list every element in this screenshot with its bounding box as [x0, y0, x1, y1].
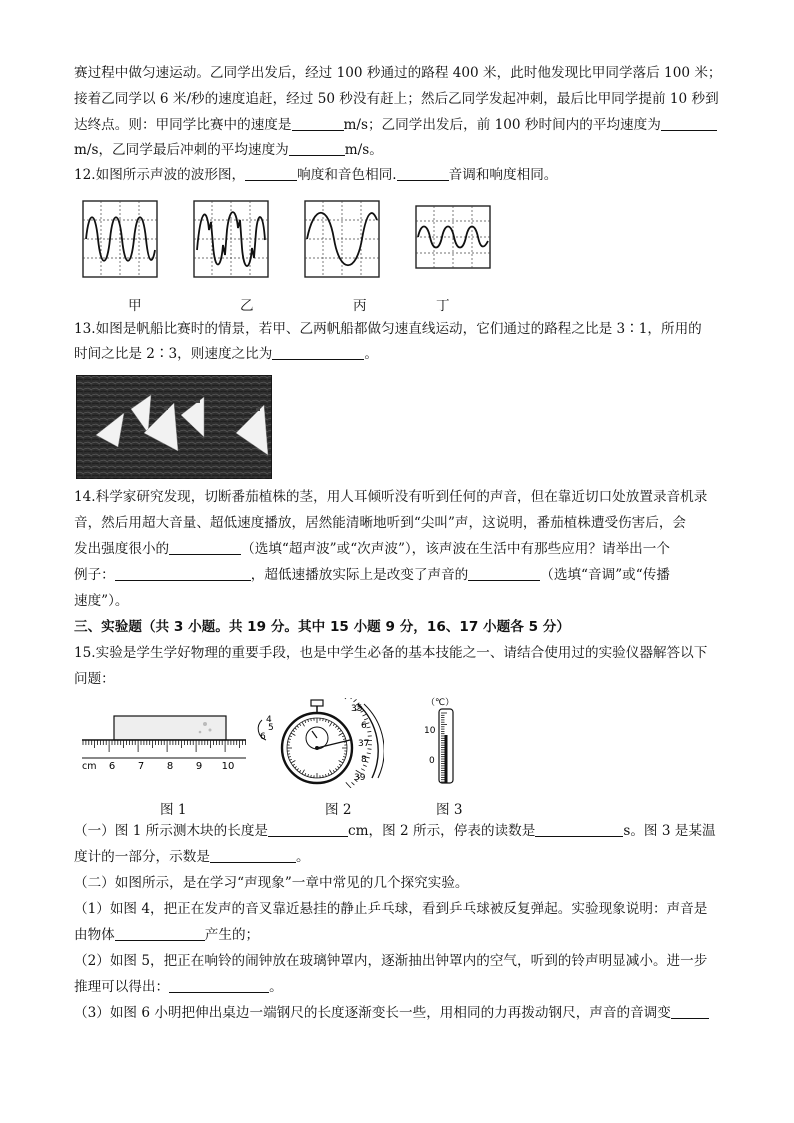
- answer-blank[interactable]: [272, 345, 364, 360]
- answer-blank[interactable]: [661, 116, 717, 131]
- answer-blank[interactable]: [169, 540, 241, 555]
- scale-tick: [291, 733, 295, 736]
- figure-3-thermometer: [420, 695, 470, 785]
- q14-line-2: 音，然后用超大音量、超低速度播放，居然能清晰地听到“尖叫”声，这说明，番茄植株遭受伤害后，会: [74, 515, 687, 531]
- answer-blank[interactable]: [115, 566, 251, 581]
- thermo-tick-label: 10: [424, 726, 436, 736]
- scale-tick: [297, 768, 299, 770]
- scale-tick: [363, 714, 367, 716]
- scale-tick: [311, 775, 312, 777]
- scale-tick: [339, 730, 341, 731]
- q14-line-3: 发出强度很小的 （选填“超声波”或“次声波”），该声波在生活中有那些应用？请举出一个: [74, 541, 670, 557]
- answer-blank[interactable]: [115, 926, 205, 941]
- scale-tick: [297, 726, 299, 728]
- scale-tick: [367, 727, 371, 728]
- scale-tick: [361, 769, 365, 771]
- scale-tick: [295, 766, 297, 768]
- watch-inner-label: 5: [268, 723, 274, 733]
- scale-tick: [308, 719, 309, 721]
- scale-tick: [351, 698, 354, 699]
- watch-outer-label: 35: [351, 704, 363, 714]
- watch-inner-label: 6: [260, 732, 266, 742]
- q15-p4-line-2: 推理可以得出： 。: [74, 979, 283, 995]
- scale-tick: [337, 728, 339, 730]
- scale-tick: [305, 721, 306, 723]
- scale-tick: [339, 761, 343, 764]
- answer-blank[interactable]: [289, 141, 345, 156]
- ruler-tick-label: 10: [221, 761, 235, 772]
- scale-tick: [291, 761, 295, 764]
- waveform-label: 甲: [128, 298, 142, 314]
- scale-tick: [337, 766, 339, 768]
- scale-tick: [311, 719, 312, 721]
- watch-outer-label: 6: [361, 721, 367, 731]
- scale-tick: [295, 728, 297, 730]
- q12-line-1: 12.如图所示声波的波形图， 响度和音色相同. 音调和响度相同。: [74, 167, 558, 183]
- scale-tick: [354, 699, 357, 702]
- scale-tick: [335, 768, 337, 770]
- q15-p1-line-1: （一）图 1 所示测木块的长度是 cm，图 2 所示，停表的读数是 s。图 3 是某温: [74, 823, 716, 839]
- scale-tick: [302, 722, 305, 726]
- figure-2-caption: 图 2: [325, 802, 352, 818]
- q15-p2: （二）如图所示，是在学习“声现象”一章中常见的几个探究实验。: [74, 875, 469, 891]
- waveform-bing: [304, 200, 380, 278]
- scale-tick: [299, 770, 300, 772]
- scale-tick: [305, 773, 306, 775]
- section-3-heading: 三、实验题（共 3 小题。共 19 分。其中 15 小题 9 分，16、17 小题各 5 分）: [74, 619, 570, 635]
- scale-tick: [333, 770, 334, 772]
- scale-tick: [330, 722, 333, 726]
- q11-line-4: m/s，乙同学最后冲刺的平均速度为 m/s。: [74, 142, 383, 158]
- q13-line-1: 13.如图是帆船比赛时的情景，若甲、乙两帆船都做匀速直线运动，它们通过的路程之比是 3∶1，所用的: [74, 321, 702, 337]
- scale-tick: [330, 770, 333, 774]
- scale-tick: [333, 724, 334, 726]
- watch-outer-label: 37: [358, 739, 370, 749]
- scale-tick: [290, 736, 292, 737]
- q15-p5: （3）如图 6 小明把伸出桌边一端钢尺的长度逐渐变长一些，用相同的力再拨动钢尺，声音的音调变: [74, 1004, 734, 1022]
- scale-tick: [288, 754, 290, 755]
- figure-2-stopwatch: [254, 698, 384, 788]
- scale-tick: [342, 736, 344, 737]
- answer-blank[interactable]: [169, 978, 269, 993]
- scale-tick: [288, 739, 290, 740]
- q15-line-1: 15.实验是学生学好物理的重要手段，也是中学生必备的基本技能之一、请结合使用过的实验仪器解答以下: [74, 645, 708, 661]
- answer-blank[interactable]: [245, 166, 297, 181]
- waveform-label: 乙: [240, 298, 254, 314]
- answer-blank[interactable]: [535, 822, 623, 837]
- ruler-tick-label: 7: [137, 761, 145, 772]
- q15-p1-line-2: 度计的一部分，示数是 。: [74, 849, 310, 865]
- q13-line-2: 时间之比是 2∶3，则速度之比为 。: [74, 346, 378, 362]
- scale-tick: [345, 698, 350, 699]
- scale-tick: [323, 775, 324, 777]
- scale-tick: [343, 739, 345, 740]
- scale-tick: [346, 782, 351, 788]
- figure-1-ruler: [80, 714, 248, 776]
- q14-line-5: 速度”）。: [74, 593, 129, 609]
- ruler-tick-label: 9: [195, 761, 203, 772]
- scale-tick: [293, 730, 295, 731]
- ruler-unit: cm: [82, 761, 97, 772]
- scale-tick: [288, 756, 290, 757]
- q14-line-1: 14.科学家研究发现，切断番茄植株的茎，用人耳倾听没有听到任何的声音，但在靠近切口处放置录音机录: [74, 489, 708, 505]
- q15-p3-line-1: （1）如图 4，把正在发声的音叉靠近悬挂的静止乒乓球，看到乒乓球被反复弹起。实验现象说明：声音是: [74, 901, 708, 917]
- waveform-jia: [82, 200, 158, 278]
- scale-tick: [308, 774, 309, 776]
- figure-1-caption: 图 1: [160, 802, 187, 818]
- sailboat-photo: [76, 375, 272, 479]
- scale-tick: [335, 726, 337, 728]
- answer-blank[interactable]: [210, 848, 296, 863]
- q15-p3-line-2: 由物体 产生的；: [74, 927, 260, 943]
- scale-tick: [325, 774, 326, 776]
- scale-tick: [367, 731, 371, 732]
- waveform-label: 丙: [353, 298, 367, 314]
- waveform-yi: [193, 200, 269, 278]
- thermo-tick-label: 0: [429, 756, 435, 766]
- q14-line-4: 例子： ，超低速播放实际上是改变了声音的 （选填“音调”或“传播: [74, 567, 670, 583]
- scale-tick: [342, 759, 344, 760]
- watch-inner-label: 4: [266, 715, 272, 725]
- scale-tick: [364, 718, 368, 719]
- q11-line-2: 接着乙同学以 6 米/秒的速度追赶，经过 50 秒没有赶上；然后乙同学发起冲刺，最后比甲同学提前 10 秒到: [74, 91, 719, 107]
- answer-blank[interactable]: [671, 1004, 709, 1019]
- thermo-unit: （℃）: [426, 698, 455, 708]
- q11-line-1: 赛过程中做匀速运动。乙同学出发后，经过 100 秒通过的路程 400 米，此时他发现比甲同学落后 100 米；: [74, 65, 722, 81]
- ruler-tick-label: 6: [108, 761, 116, 772]
- scale-tick: [328, 721, 329, 723]
- watch-outer-label: 8: [361, 755, 367, 765]
- scale-tick: [363, 765, 367, 767]
- answer-blank[interactable]: [268, 822, 348, 837]
- answer-blank[interactable]: [468, 566, 540, 581]
- q15-line-2: 问题：: [74, 671, 115, 687]
- waveform-label: 丁: [436, 298, 450, 314]
- q15-p4-line-1: （2）如图 5，把正在响铃的闹钟放在玻璃钟罩内，逐渐抽出钟罩内的空气，听到的铃声明显减小。进一步: [74, 953, 708, 969]
- scale-tick: [293, 764, 295, 765]
- scale-tick: [290, 759, 292, 760]
- scale-tick: [344, 754, 346, 755]
- scale-tick: [323, 719, 324, 721]
- scale-tick: [299, 724, 300, 726]
- scale-tick: [343, 756, 345, 757]
- scale-tick: [367, 753, 371, 754]
- answer-blank[interactable]: [397, 166, 449, 181]
- scale-tick: [302, 770, 305, 774]
- waveform-ding: [415, 205, 491, 269]
- q11-line-3: 达终点。则：甲同学比赛中的速度是 m/s；乙同学出发后，前 100 秒时间内的平均速度为: [74, 116, 734, 134]
- scale-tick: [339, 733, 343, 736]
- scale-tick: [325, 719, 326, 721]
- scale-tick: [328, 773, 329, 775]
- scale-tick: [339, 764, 341, 765]
- ruler-tick-label: 8: [166, 761, 174, 772]
- figure-3-caption: 图 3: [436, 802, 463, 818]
- scale-tick: [288, 742, 290, 743]
- answer-blank[interactable]: [292, 116, 344, 131]
- watch-outer-label: 39: [354, 773, 366, 783]
